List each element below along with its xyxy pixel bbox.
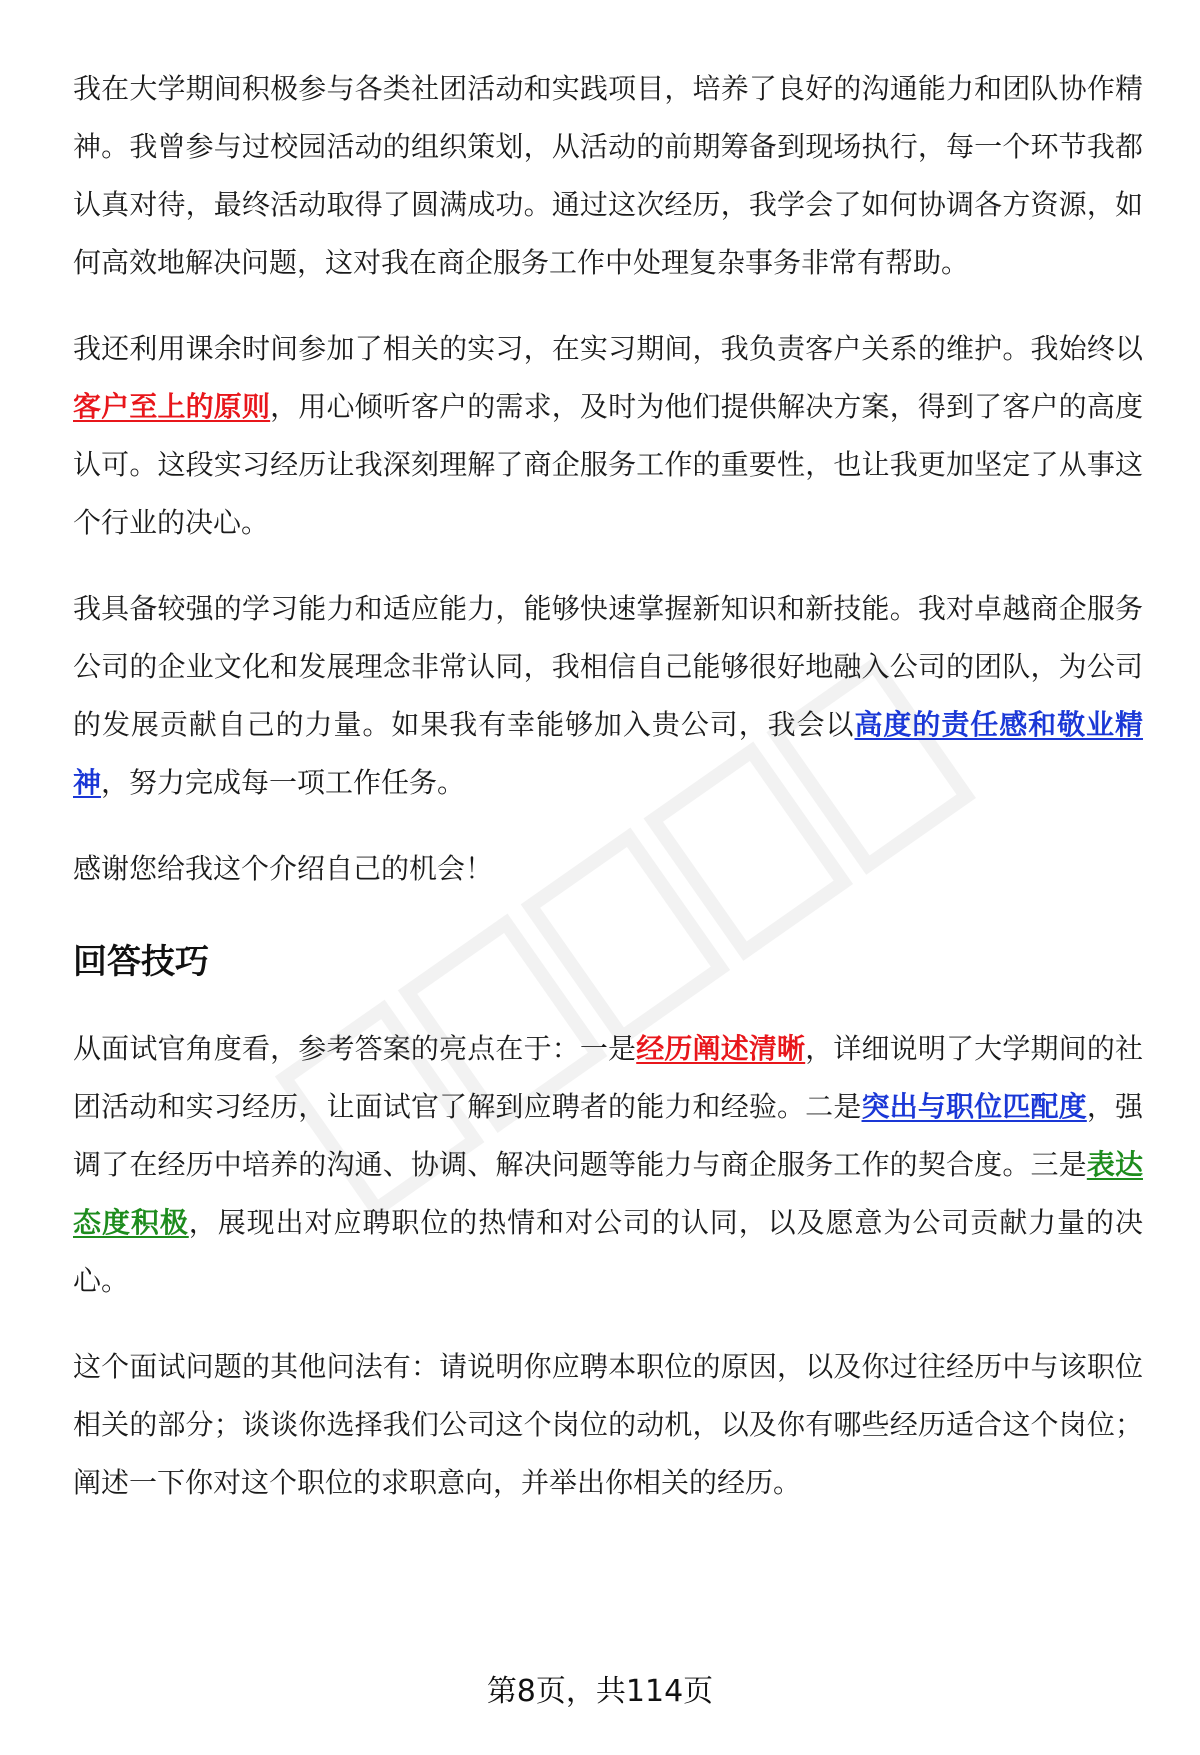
text-run: 我还利用课余时间参加了相关的实习，在实习期间，我负责客户关系的维护。我始终以 — [73, 332, 1143, 365]
text-run: ，努力完成每一项工作任务。 — [101, 766, 466, 799]
paragraph-alternative-questions: 这个面试问题的其他问法有：请说明你应聘本职位的原因，以及你过往经历中与该职位相关的部分；谈谈你选择我们公司这个岗位的动机，以及你有哪些经历适合这个岗位；阐述一下你对这个职位的求职意向，并举出你相关的经历。 — [73, 1350, 1143, 1499]
page-number: 第8页，共114页 — [486, 1674, 714, 1709]
text-run: ，详细说明了大学期间的社团活动和实习经历，让面试官了解到应聘者的能力和经验。二是 — [73, 1032, 1143, 1123]
paragraph-internship — [73, 320, 1143, 552]
paragraph-tips — [73, 1020, 1143, 1310]
highlight-responsibility: 高度的责任感和敬业精神 — [73, 708, 1143, 799]
text-run: 我具备较强的学习能力和适应能力，能够快速掌握新知识和新技能。我对卓越商企服务公司的企业文化和发展理念非常认同，我相信自己能够很好地融入公司的团队，为公司的发展贡献自己的力量。如果我有幸能够加入贵公司，我会以 — [73, 592, 1143, 741]
highlight-customer-first: 客户至上的原则 — [73, 390, 271, 423]
document-page — [73, 60, 1143, 1540]
text-run: ，强调了在经历中培养的沟通、协调、解决问题等能力与商企服务工作的契合度。三是 — [73, 1090, 1143, 1181]
text-run: ，展现出对应聘职位的热情和对公司的认同，以及愿意为公司贡献力量的决心。 — [73, 1206, 1143, 1297]
paragraph-experience: 我在大学期间积极参与各类社团活动和实践项目，培养了良好的沟通能力和团队协作精神。我曾参与过校园活动的组织策划，从活动的前期筹备到现场执行，每一个环节我都认真对待，最终活动取得了圆满成功。通过这次经历，我学会了如何协调各方资源，如何高效地解决问题，这对我在商企服务工作中处理复杂事务非常有帮助。 — [73, 72, 1143, 279]
highlight-positive-attitude: 表达态度积极 — [73, 1148, 1143, 1239]
text-run: ，用心倾听客户的需求，及时为他们提供解决方案，得到了客户的高度认可。这段实习经历让我深刻理解了商企服务工作的重要性，也让我更加坚定了从事这个行业的决心。 — [73, 390, 1143, 539]
paragraph-abilities — [73, 580, 1143, 812]
highlight-job-match: 突出与职位匹配度 — [861, 1090, 1087, 1123]
text-run: 从面试官角度看，参考答案的亮点在于：一是 — [73, 1032, 637, 1065]
section-heading: 回答技巧 — [73, 942, 209, 982]
highlight-clear-experience: 经历阐述清晰 — [636, 1032, 806, 1065]
paragraph-thanks: 感谢您给我这个介绍自己的机会！ — [73, 852, 494, 885]
